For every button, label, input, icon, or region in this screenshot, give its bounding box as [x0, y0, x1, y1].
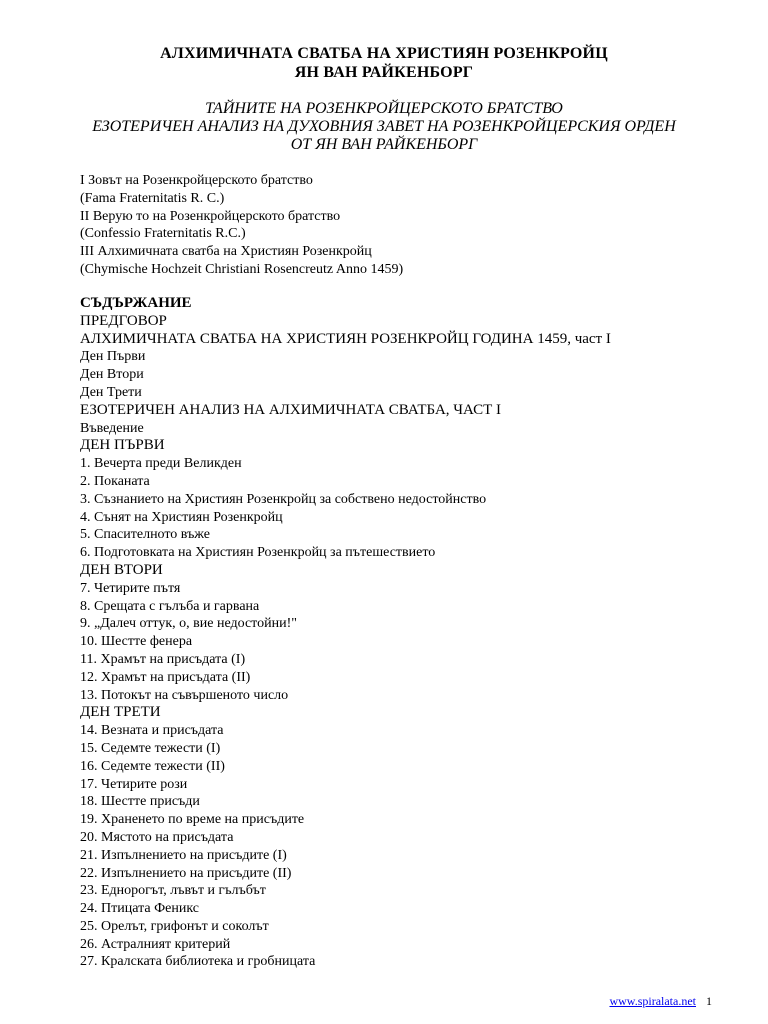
toc-item: 12. Храмът на присъдата (II)	[80, 669, 251, 685]
intro-line: (Fama Fraternitatis R. C.)	[80, 190, 225, 206]
toc-item: 16. Седемте тежести (II)	[80, 758, 225, 774]
toc-item: 9. „Далеч оттук, о, вие недостойни!"	[80, 616, 297, 632]
document-subtitle	[0, 100, 768, 154]
intro-list	[80, 172, 700, 279]
toc-item: 1. Вечерта преди Великден	[80, 456, 242, 472]
toc-item: АЛХИМИЧНАТА СВАТБА НА ХРИСТИЯН РОЗЕНКРОЙЦ ГОДИНА 1459, част I	[80, 330, 611, 347]
toc-item: 26. Астралният критерий	[80, 936, 231, 952]
toc-item: 14. Везната и присъдата	[80, 723, 224, 739]
toc-item: 3. Съзнанието на Християн Розенкройц за собствено недостойнство	[80, 491, 487, 507]
footer-link[interactable]: www.spiralata.net	[609, 994, 696, 1008]
page-number: 1	[706, 994, 712, 1008]
toc-item: 15. Седемте тежести (I)	[80, 740, 221, 756]
toc-item: 6. Подготовката на Християн Розенкройц за пътешествието	[80, 545, 436, 561]
intro-line: III Алхимичната сватба на Християн Розенкройц	[80, 244, 372, 260]
toc-item: 8. Срещата с гълъба и гарвана	[80, 598, 260, 614]
toc-item: 18. Шестте присъди	[80, 794, 200, 810]
author-line: ЯН ВАН РАЙКЕНБОРГ	[294, 64, 474, 81]
toc-item: ДЕН ПЪРВИ	[80, 437, 165, 454]
toc-item: 4. Сънят на Християн Розенкройц	[80, 509, 283, 525]
toc-item: 27. Кралската библиотека и гробницата	[80, 954, 316, 970]
toc-item: Ден Трети	[80, 384, 142, 400]
toc-item: ПРЕДГОВОР	[80, 312, 167, 329]
toc-item: 5. Спасителното въже	[80, 527, 211, 543]
toc-item: 25. Орелът, грифонът и соколът	[80, 918, 269, 934]
subtitle-line: ЕЗОТЕРИЧЕН АНАЛИЗ НА ДУХОВНИЯ ЗАВЕТ НА РОЗЕНКРОЙЦЕРСКИЯ ОРДЕН	[92, 118, 676, 135]
toc-item: ДЕН ВТОРИ	[80, 561, 163, 578]
toc-item: 10. Шестте фенера	[80, 634, 193, 650]
toc-list	[80, 313, 700, 971]
intro-line: I Зовът на Розенкройцерското братство	[80, 173, 313, 188]
toc-item: 7. Четирите пътя	[80, 580, 181, 596]
toc-item: 24. Птицата Феникс	[80, 901, 199, 917]
table-of-contents	[80, 295, 700, 971]
subtitle-line: ОТ ЯН ВАН РАЙКЕНБОРГ	[290, 136, 478, 153]
intro-line: (Chymische Hochzeit Christiani Rosencreutz Anno 1459)	[80, 261, 404, 277]
toc-item: 23. Еднорогът, лъвът и гълъбът	[80, 883, 266, 899]
toc-item: 13. Потокът на съвършеното число	[80, 687, 289, 703]
toc-item: 22. Изпълнението на присъдите (II)	[80, 865, 292, 881]
toc-heading: СЪДЪРЖАНИЕ	[80, 295, 192, 311]
toc-item: Ден Първи	[80, 349, 146, 365]
page-footer	[609, 994, 712, 1009]
intro-line: (Confessio Fraternitatis R.C.)	[80, 226, 246, 242]
toc-item: ЕЗОТЕРИЧЕН АНАЛИЗ НА АЛХИМИЧНАТА СВАТБА, ЧАСТ I	[80, 401, 502, 418]
toc-item: 19. Храненето по време на присъдите	[80, 812, 305, 828]
toc-item: 21. Изпълнението на присъдите (I)	[80, 847, 287, 863]
toc-item: 17. Четирите рози	[80, 776, 188, 792]
toc-item: 2. Поканата	[80, 473, 150, 489]
document-title	[0, 44, 768, 82]
toc-item: 20. Мястото на присъдата	[80, 829, 234, 845]
toc-item: 11. Храмът на присъдата (I)	[80, 651, 246, 667]
subtitle-line: ТАЙНИТЕ НА РОЗЕНКРОЙЦЕРСКОТО БРАТСТВО	[205, 100, 563, 117]
intro-line: II Верую то на Розенкройцерското братство	[80, 208, 341, 224]
toc-item: ДЕН ТРЕТИ	[80, 704, 161, 721]
title-line: АЛХИМИЧНАТА СВАТБА НА ХРИСТИЯН РОЗЕНКРОЙЦ	[160, 45, 608, 62]
toc-item: Ден Втори	[80, 367, 144, 383]
toc-item: Въведение	[80, 420, 144, 436]
